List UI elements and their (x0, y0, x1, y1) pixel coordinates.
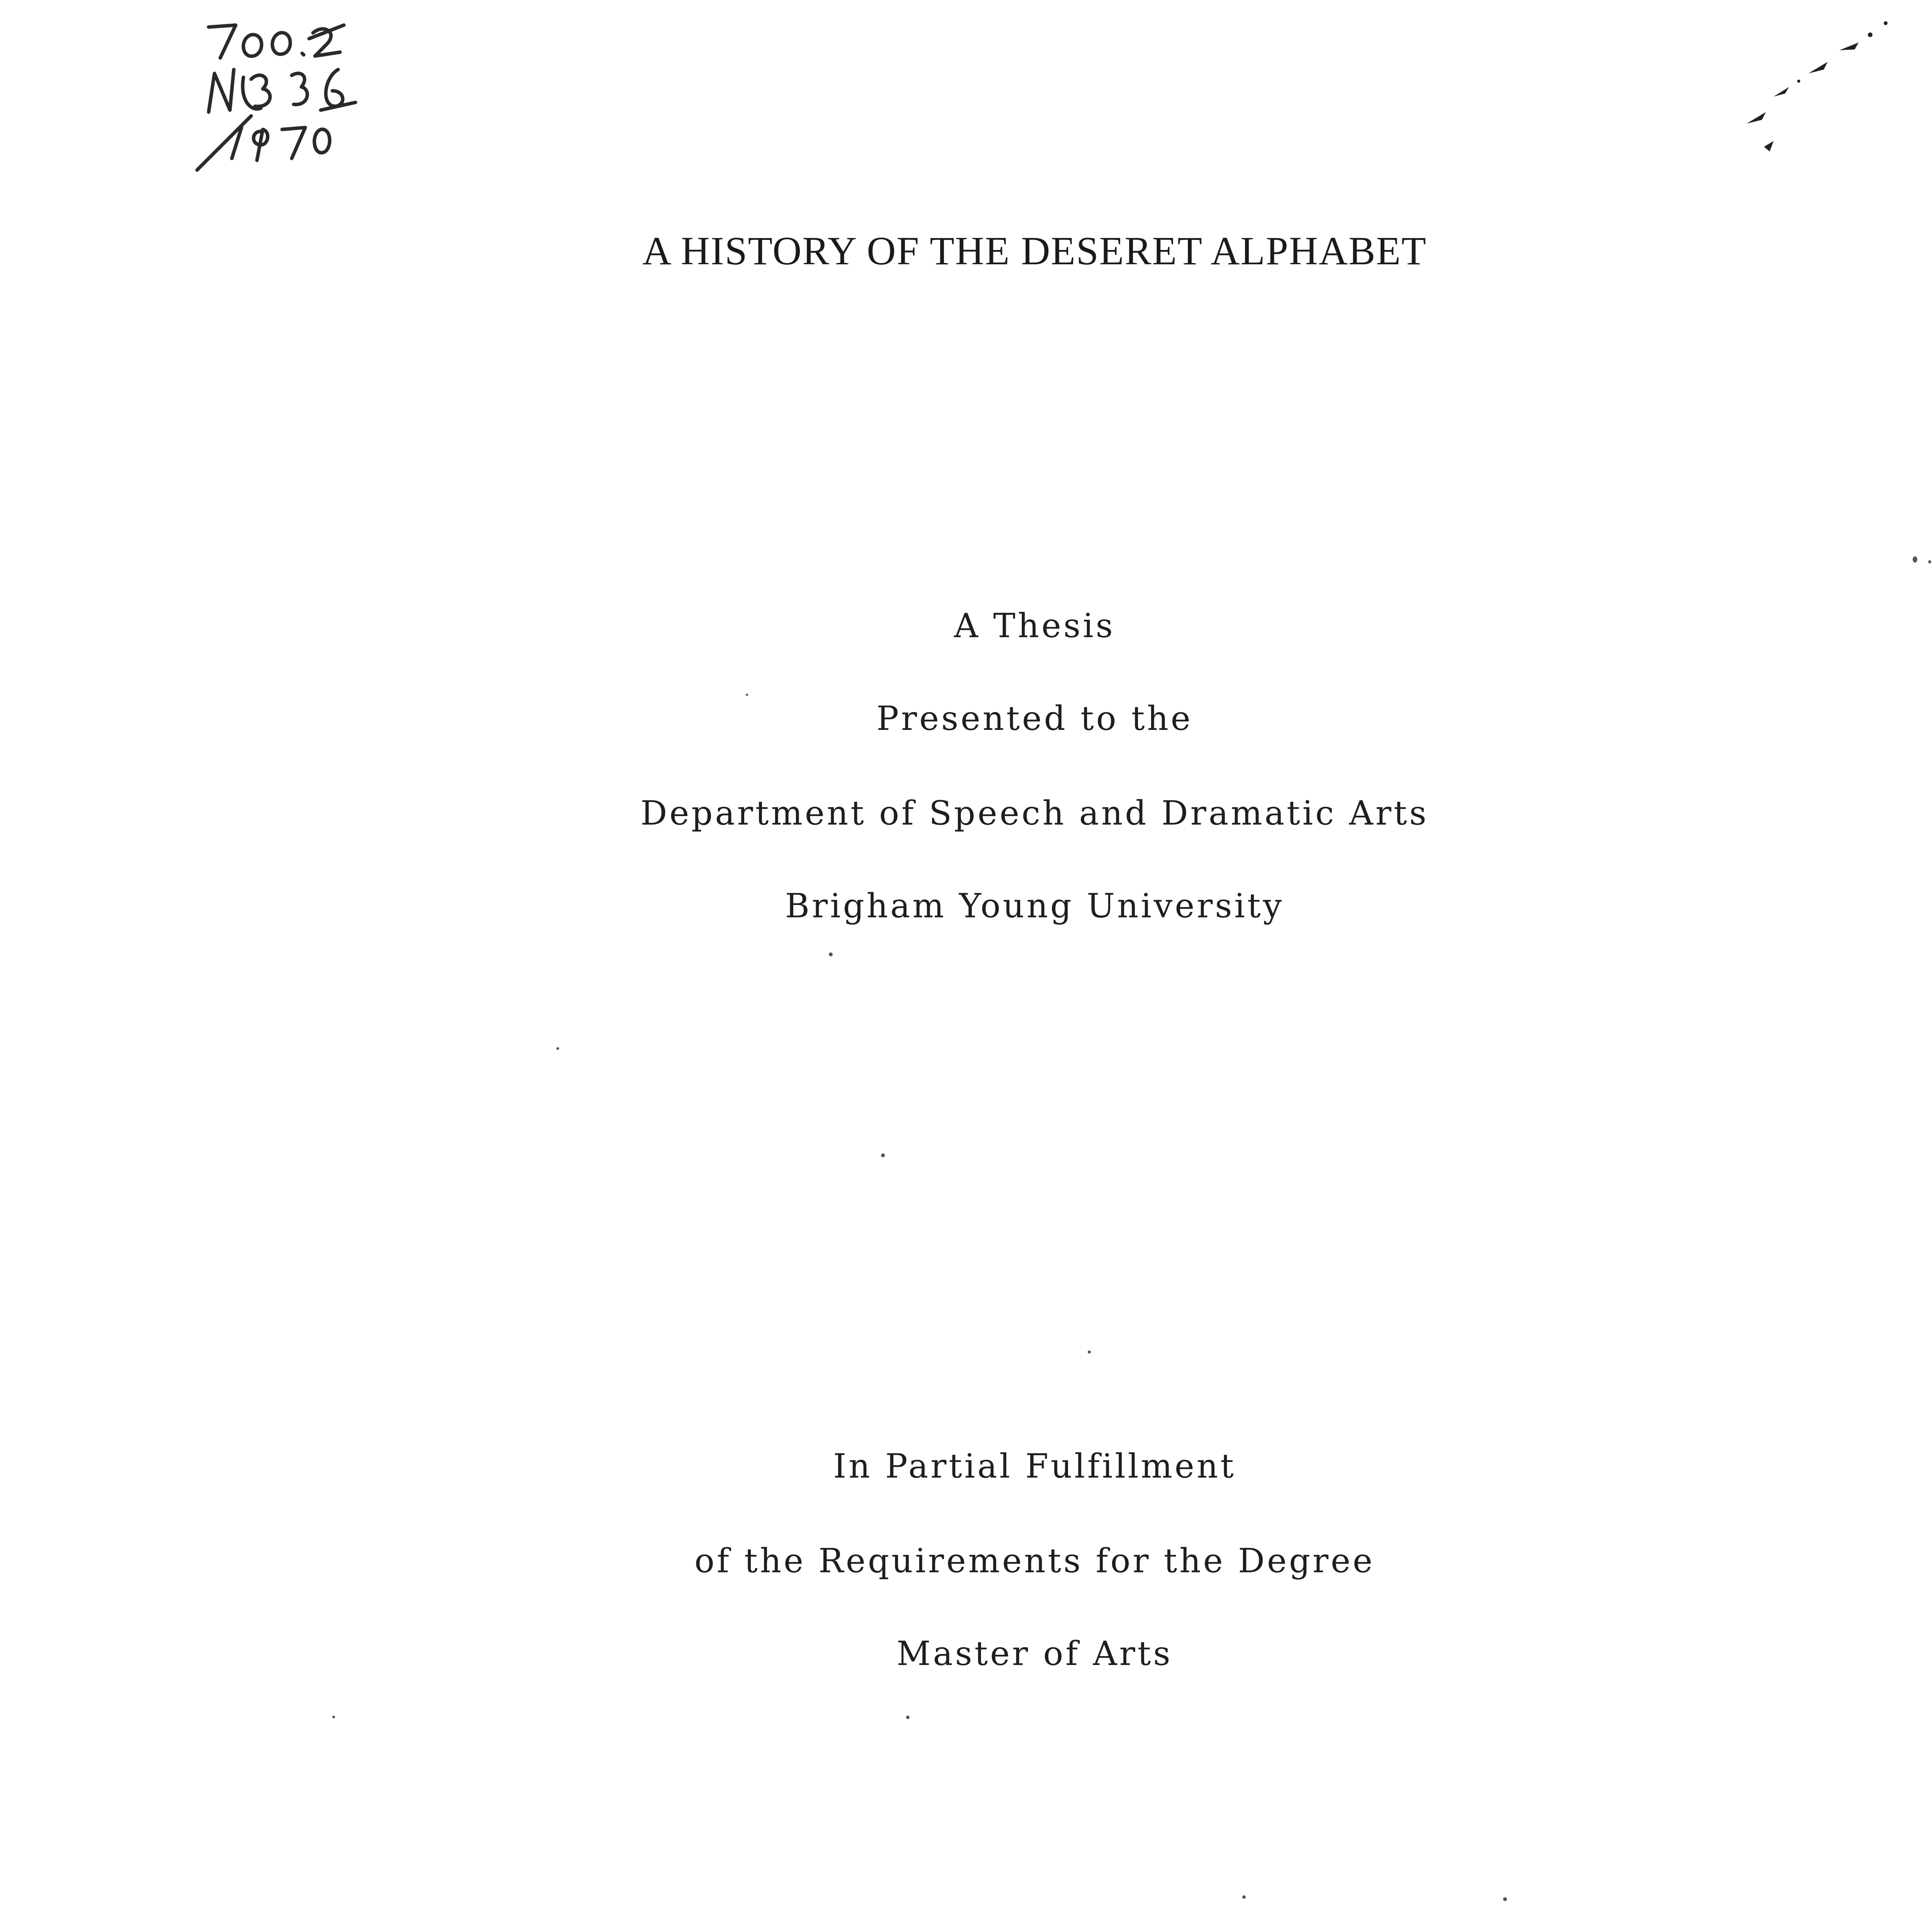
fulfillment-line: In Partial Fulfillment (833, 1447, 1236, 1486)
scan-speck (829, 952, 833, 956)
scan-speck (746, 694, 748, 696)
scan-speck (906, 1716, 910, 1719)
university-name: Brigham Young University (785, 887, 1284, 925)
scan-speck (1928, 560, 1931, 563)
requirements-line: of the Requirements for the Degree (694, 1542, 1375, 1580)
thesis-title: A HISTORY OF THE DESERET ALPHABET (642, 229, 1427, 273)
degree-name: Master of Arts (896, 1634, 1173, 1673)
scan-speck (1913, 556, 1917, 563)
scan-speck (881, 1153, 885, 1157)
department-name: Department of Speech and Dramatic Arts (640, 794, 1429, 833)
presented-to-line: Presented to the (876, 699, 1193, 738)
scan-speck (1503, 1897, 1507, 1901)
scan-marks (1731, 8, 1932, 162)
scan-speck (556, 1047, 559, 1050)
scan-speck (332, 1716, 335, 1718)
handwritten-call-number (193, 12, 394, 174)
scan-speck (1242, 1895, 1246, 1899)
scan-speck (1088, 1350, 1091, 1354)
thesis-label: A Thesis (954, 607, 1115, 645)
